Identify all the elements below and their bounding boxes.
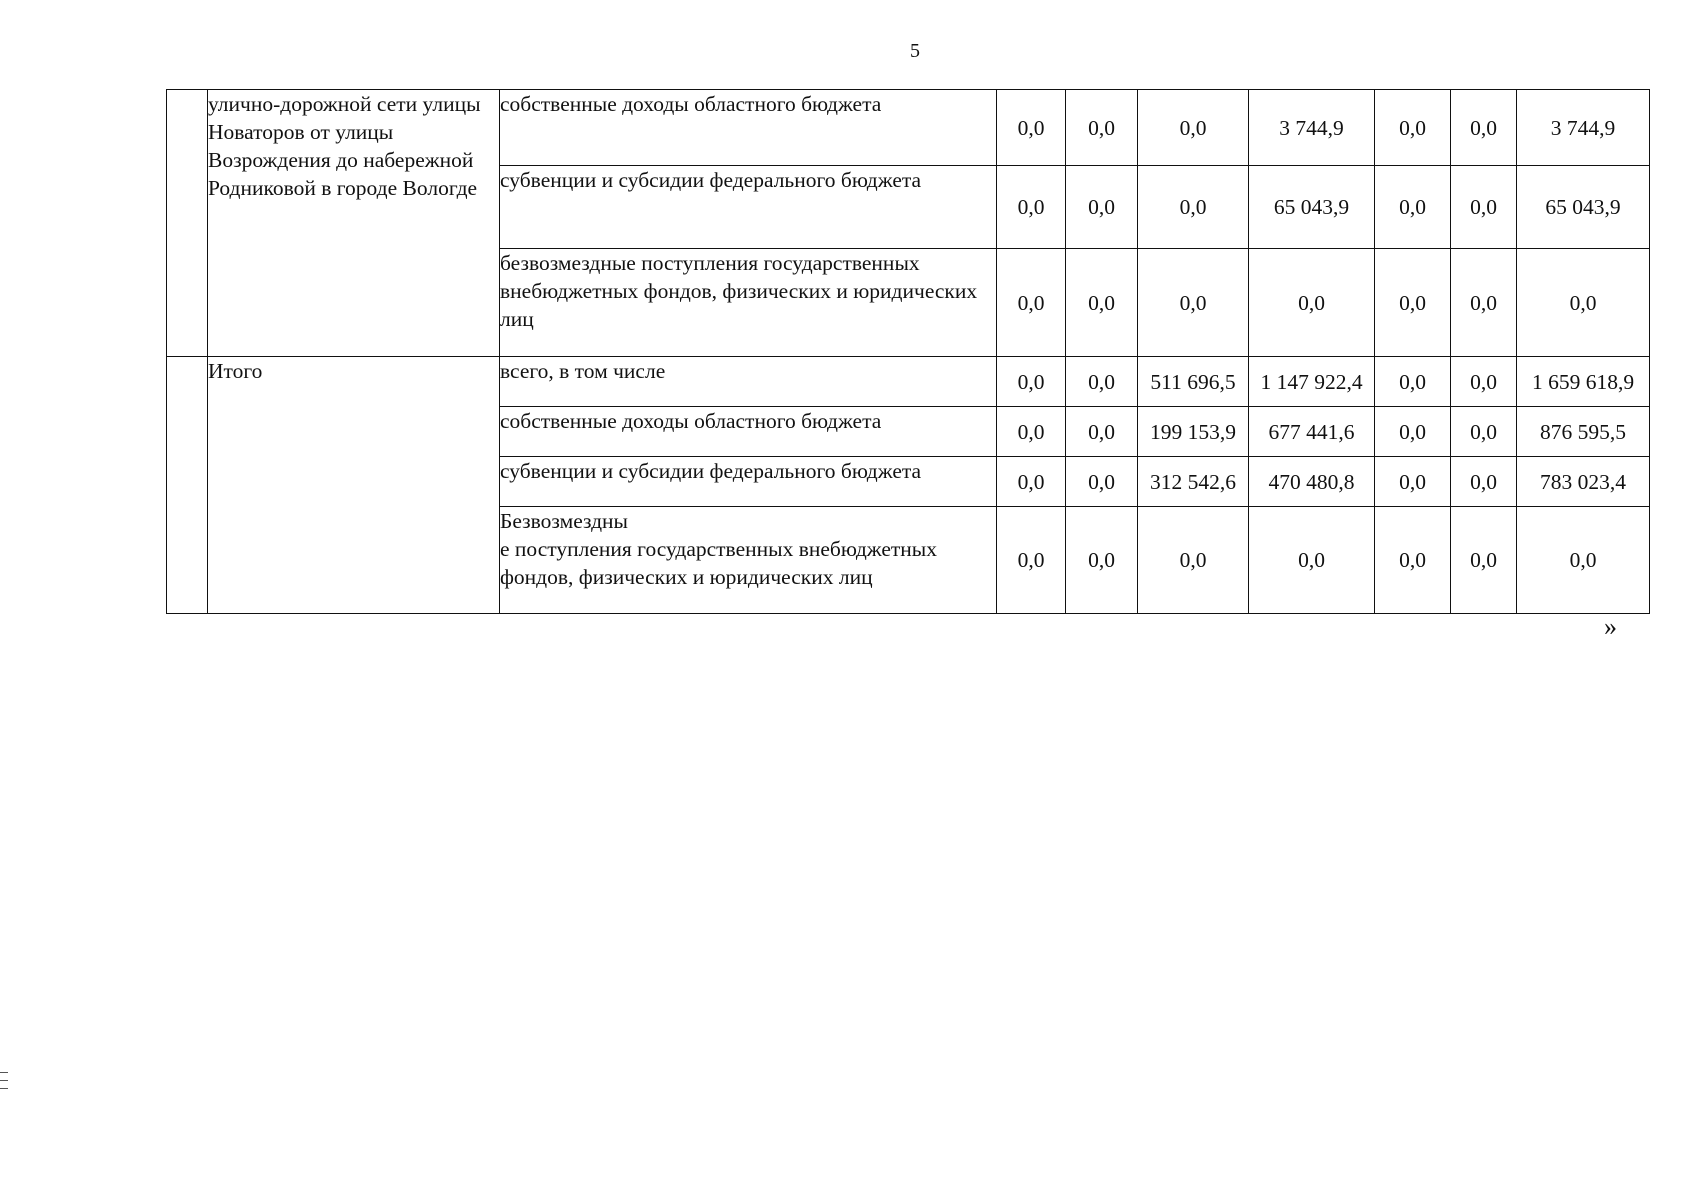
value-cell: 0,0	[1138, 90, 1249, 166]
table-row	[167, 90, 1650, 166]
value-cell: 0,0	[1451, 357, 1517, 407]
value-cell: 0,0	[1066, 507, 1138, 614]
value-cell: 677 441,6	[1249, 407, 1375, 457]
value-cell: 0,0	[1375, 249, 1451, 357]
funding-source-cell: собственные доходы областного бюджета	[500, 407, 997, 457]
value-cell: 0,0	[1375, 90, 1451, 166]
value-cell: 65 043,9	[1249, 166, 1375, 249]
value-cell: 0,0	[997, 249, 1066, 357]
row-number-cell	[167, 357, 208, 614]
value-cell: 0,0	[1138, 166, 1249, 249]
value-cell: 0,0	[997, 407, 1066, 457]
value-cell: 0,0	[1375, 357, 1451, 407]
page-number: 5	[910, 40, 920, 62]
value-cell: 0,0	[1138, 507, 1249, 614]
value-cell: 3 744,9	[1517, 90, 1650, 166]
value-cell: 0,0	[1066, 357, 1138, 407]
object-name-cell: улично-дорожной сети улицы Новаторов от улицы Возрождения до набережной Родниковой в городе Вологде	[208, 90, 500, 357]
budget-table	[166, 89, 1650, 614]
value-cell: 0,0	[1451, 407, 1517, 457]
funding-source-cell: всего, в том числе	[500, 357, 997, 407]
funding-source-cell: субвенции и субсидии федерального бюджета	[500, 166, 997, 249]
value-cell: 0,0	[1375, 507, 1451, 614]
value-cell: 312 542,6	[1138, 457, 1249, 507]
value-cell: 0,0	[1066, 166, 1138, 249]
value-cell: 0,0	[1517, 507, 1650, 614]
value-cell: 0,0	[997, 166, 1066, 249]
value-cell: 0,0	[1451, 249, 1517, 357]
value-cell: 0,0	[1249, 249, 1375, 357]
value-cell: 876 595,5	[1517, 407, 1650, 457]
value-cell: 1 659 618,9	[1517, 357, 1650, 407]
value-cell: 199 153,9	[1138, 407, 1249, 457]
value-cell: 0,0	[1138, 249, 1249, 357]
value-cell: 1 147 922,4	[1249, 357, 1375, 407]
value-cell: 470 480,8	[1249, 457, 1375, 507]
value-cell: 0,0	[1249, 507, 1375, 614]
value-cell: 0,0	[1451, 507, 1517, 614]
value-cell: 0,0	[1451, 457, 1517, 507]
value-cell: 3 744,9	[1249, 90, 1375, 166]
funding-source-cell: безвозмездные поступления государственных внебюджетных фондов, физических и юридических лиц	[500, 249, 997, 357]
value-cell: 65 043,9	[1517, 166, 1650, 249]
value-cell: 0,0	[1066, 90, 1138, 166]
value-cell: 0,0	[997, 457, 1066, 507]
funding-source-cell: собственные доходы областного бюджета	[500, 90, 997, 166]
value-cell: 511 696,5	[1138, 357, 1249, 407]
value-cell: 0,0	[1066, 407, 1138, 457]
value-cell: 0,0	[1451, 90, 1517, 166]
value-cell: 0,0	[1375, 407, 1451, 457]
value-cell: 0,0	[1066, 457, 1138, 507]
funding-source-cell: субвенции и субсидии федерального бюджета	[500, 457, 997, 507]
value-cell: 0,0	[1451, 166, 1517, 249]
funding-source-cell: Безвозмездны е поступления государственных внебюджетных фондов, физических и юридических лиц	[500, 507, 997, 614]
closing-quote: »	[1604, 612, 1617, 641]
value-cell: 0,0	[997, 507, 1066, 614]
table-row	[167, 357, 1650, 407]
value-cell: 0,0	[1375, 166, 1451, 249]
value-cell: 0,0	[1517, 249, 1650, 357]
margin-marks	[0, 1072, 8, 1098]
value-cell: 0,0	[997, 90, 1066, 166]
value-cell: 783 023,4	[1517, 457, 1650, 507]
value-cell: 0,0	[1066, 249, 1138, 357]
value-cell: 0,0	[1375, 457, 1451, 507]
object-name-cell: Итого	[208, 357, 500, 614]
value-cell: 0,0	[997, 357, 1066, 407]
row-number-cell	[167, 90, 208, 357]
